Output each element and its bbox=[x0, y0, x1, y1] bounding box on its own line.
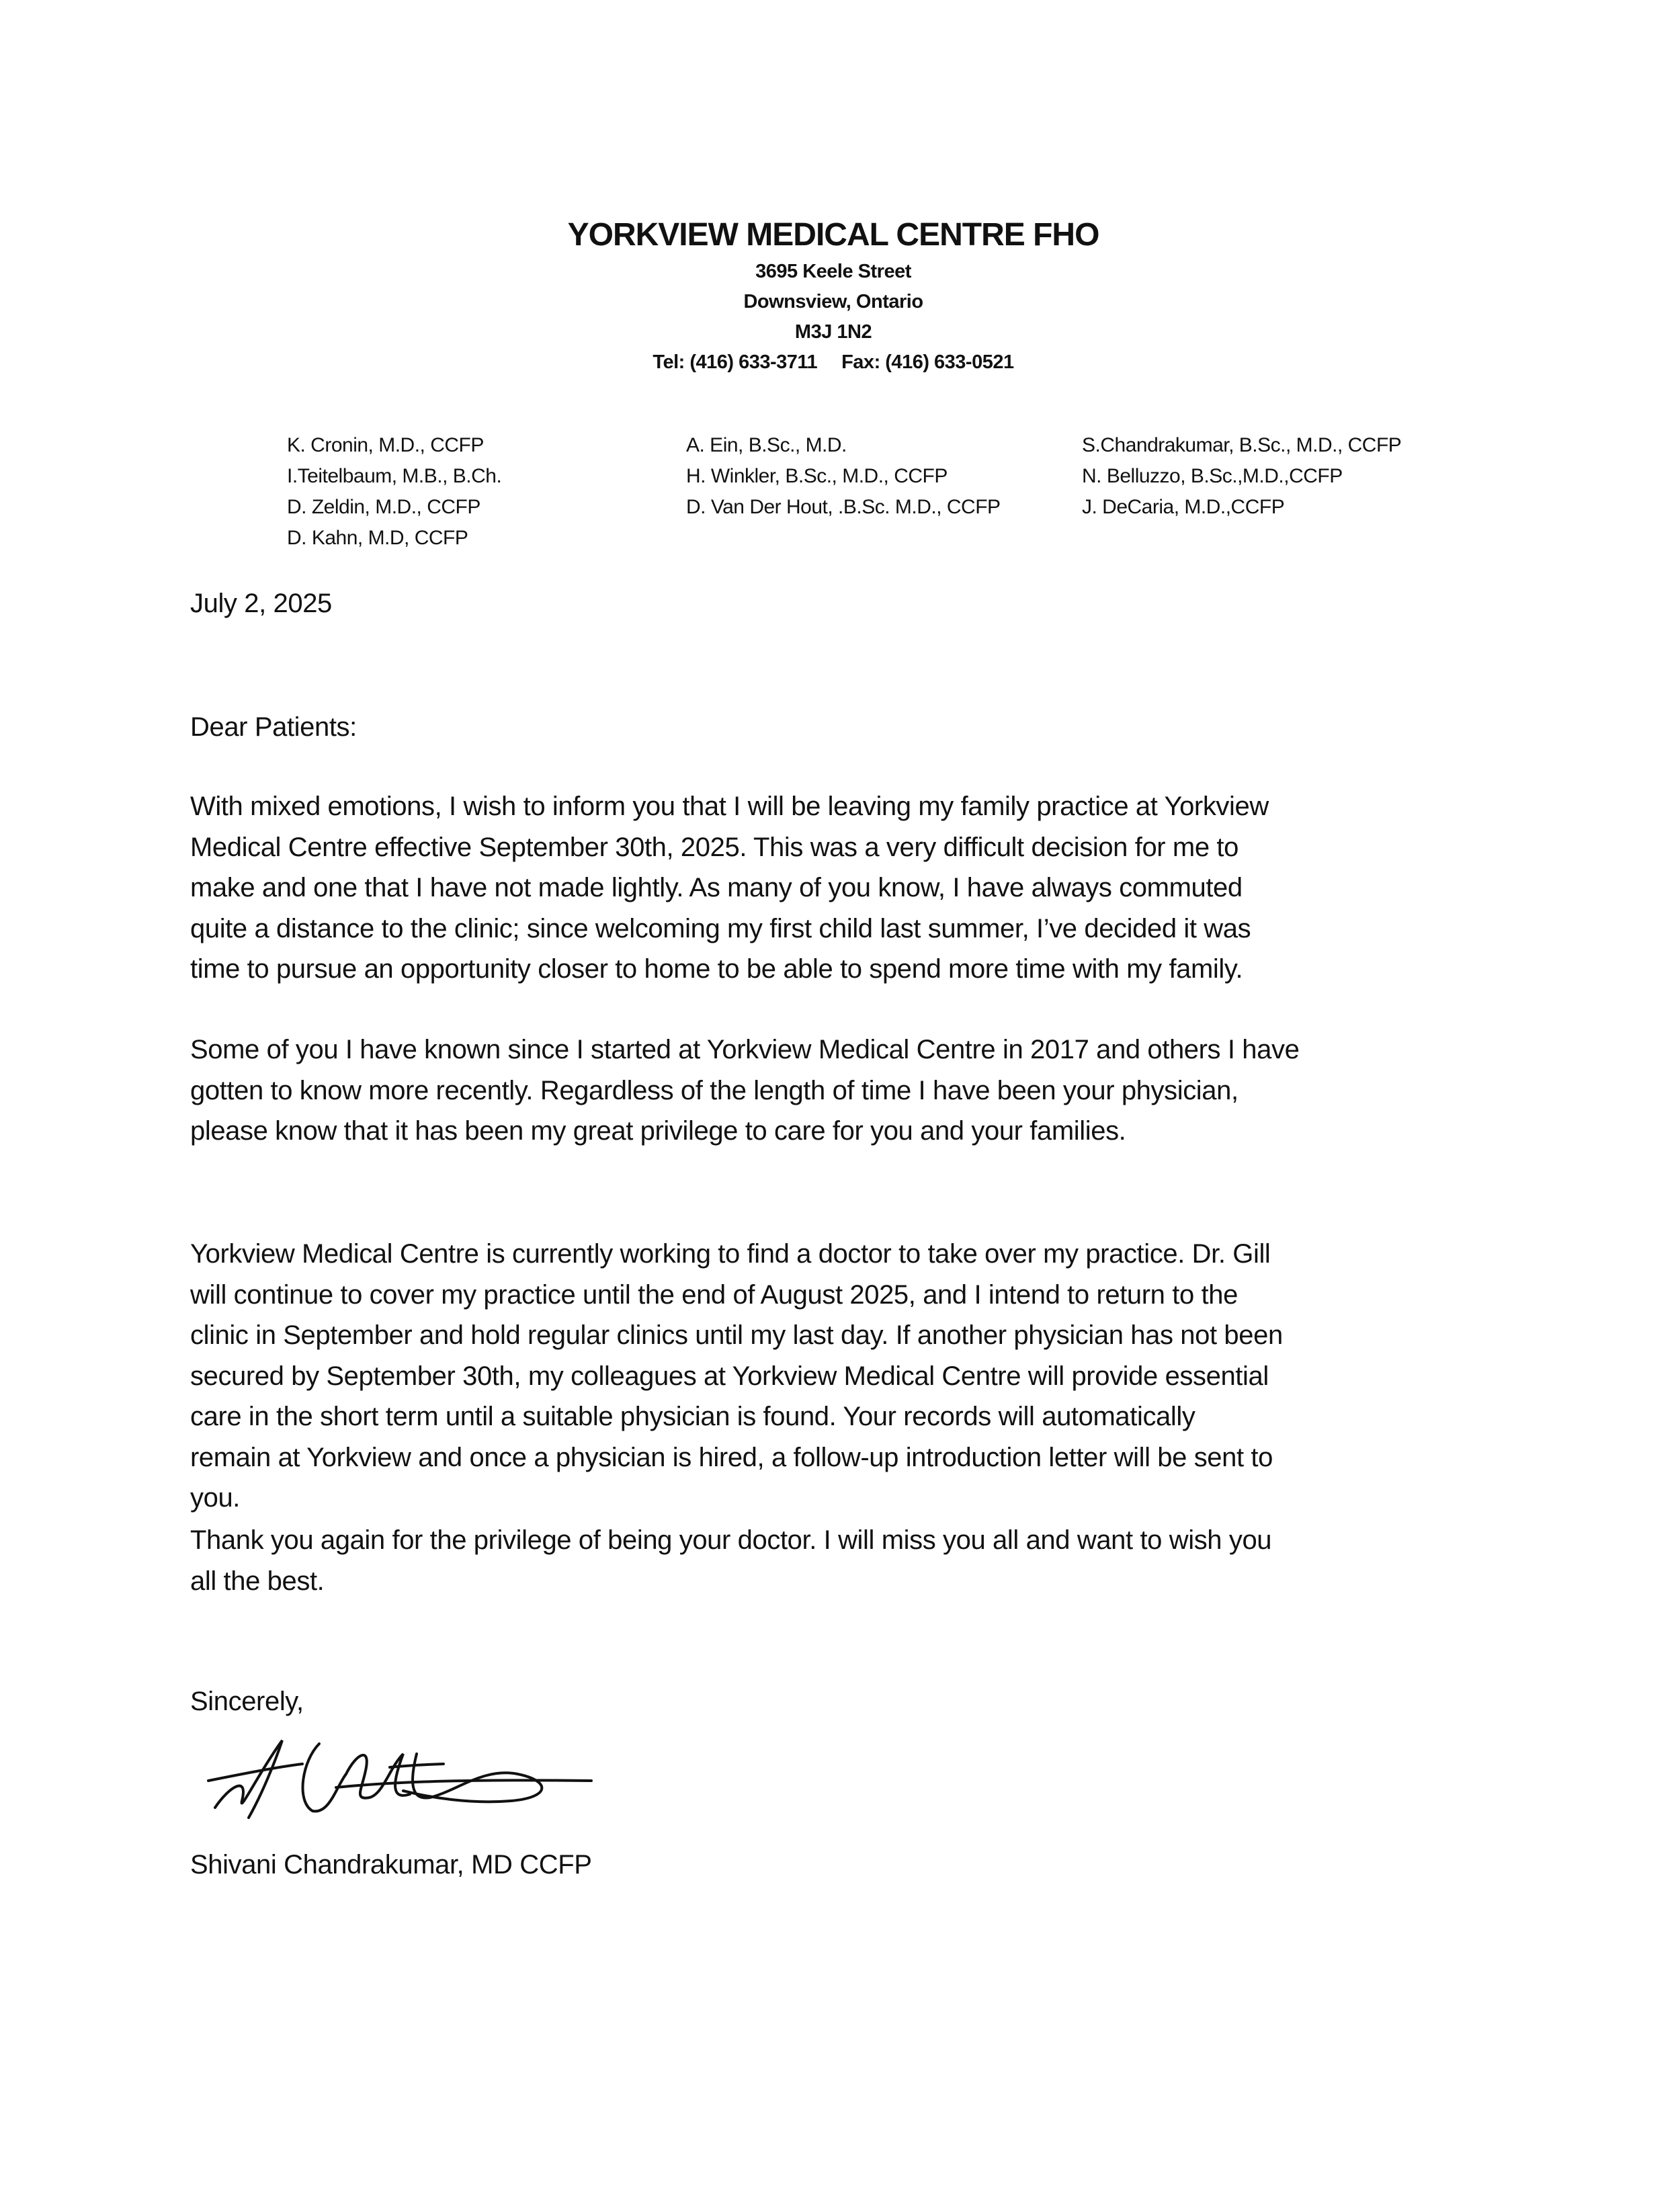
paragraph-3 bbox=[190, 1234, 1283, 1519]
text-line: will continue to cover my practice until the end of August 2025, and I intend to return to the bbox=[190, 1279, 1238, 1310]
paragraph-4 bbox=[190, 1520, 1271, 1601]
doctor-name: D. Zeldin, M.D., CCFP bbox=[287, 496, 480, 518]
signer-name: Shivani Chandrakumar, MD CCFP bbox=[190, 1850, 592, 1880]
paragraph-2 bbox=[190, 1029, 1299, 1152]
doctor-name: N. Belluzzo, B.Sc.,M.D.,CCFP bbox=[1082, 465, 1343, 487]
clinic-contact bbox=[0, 347, 1667, 378]
doctor-name: H. Winkler, B.Sc., M.D., CCFP bbox=[686, 465, 948, 487]
text-line: quite a distance to the clinic; since welcoming my first child last summer, I’ve decided it was bbox=[190, 913, 1251, 943]
doctor-name: K. Cronin, M.D., CCFP bbox=[287, 434, 484, 456]
text-line: clinic in September and hold regular clinics until my last day. If another physician has not been bbox=[190, 1320, 1283, 1350]
clinic-city: Downsview, Ontario bbox=[743, 291, 923, 312]
paragraph-1 bbox=[190, 786, 1269, 990]
doctor-list-col1 bbox=[287, 430, 501, 554]
clinic-street: 3695 Keele Street bbox=[755, 261, 911, 282]
doctor-name: D. Kahn, M.D, CCFP bbox=[287, 527, 468, 549]
text-line: care in the short term until a suitable physician is found. Your records will automatically bbox=[190, 1402, 1195, 1431]
doctor-name: A. Ein, B.Sc., M.D. bbox=[686, 434, 847, 456]
text-line: you. bbox=[190, 1483, 241, 1513]
doctor-list-col3 bbox=[1082, 430, 1401, 523]
text-line: Medical Centre effective September 30th, 2025. This was a very difficult decision for me to bbox=[190, 832, 1238, 862]
text-line: please know that it has been my great privilege to care for you and your families. bbox=[190, 1116, 1126, 1146]
clinic-tel: Tel: (416) 633-3711 bbox=[653, 351, 818, 373]
text-line: make and one that I have not made lightly. As many of you know, I have always commuted bbox=[190, 873, 1243, 902]
closing: Sincerely, bbox=[190, 1687, 304, 1716]
clinic-postal: M3J 1N2 bbox=[794, 321, 872, 343]
text-line: all the best. bbox=[190, 1566, 325, 1596]
text-line: time to pursue an opportunity closer to home to be able to spend more time with my family. bbox=[190, 954, 1243, 984]
salutation: Dear Patients: bbox=[190, 712, 357, 742]
text-line: With mixed emotions, I wish to inform you that I will be leaving my family practice at Yorkview bbox=[190, 792, 1269, 821]
text-line: Some of you I have known since I started at Yorkview Medical Centre in 2017 and others I have bbox=[190, 1035, 1300, 1064]
text-line: remain at Yorkview and once a physician is hired, a follow-up introduction letter will be sent to bbox=[190, 1442, 1273, 1472]
text-line: Thank you again for the privilege of being your doctor. I will miss you all and want to wish you bbox=[190, 1525, 1272, 1555]
doctor-name: D. Van Der Hout, .B.Sc. M.D., CCFP bbox=[686, 496, 1001, 518]
text-line: gotten to know more recently. Regardless of the length of time I have been your physician, bbox=[190, 1075, 1238, 1105]
signature bbox=[202, 1727, 605, 1828]
letter-date: July 2, 2025 bbox=[190, 589, 332, 618]
text-line: secured by September 30th, my colleagues at Yorkview Medical Centre will provide essential bbox=[190, 1361, 1269, 1391]
text-line: Yorkview Medical Centre is currently working to find a doctor to take over my practice. Dr. Gill bbox=[190, 1239, 1271, 1269]
clinic-name: YORKVIEW MEDICAL CENTRE FHO bbox=[567, 217, 1099, 253]
doctor-name: J. DeCaria, M.D.,CCFP bbox=[1082, 496, 1285, 518]
doctor-name: S.Chandrakumar, B.Sc., M.D., CCFP bbox=[1082, 434, 1402, 456]
letterhead bbox=[0, 214, 1667, 378]
clinic-fax: Fax: (416) 633-0521 bbox=[841, 351, 1014, 373]
doctor-list-col2 bbox=[686, 430, 1001, 523]
doctor-name: I.Teitelbaum, M.B., B.Ch. bbox=[287, 465, 502, 487]
